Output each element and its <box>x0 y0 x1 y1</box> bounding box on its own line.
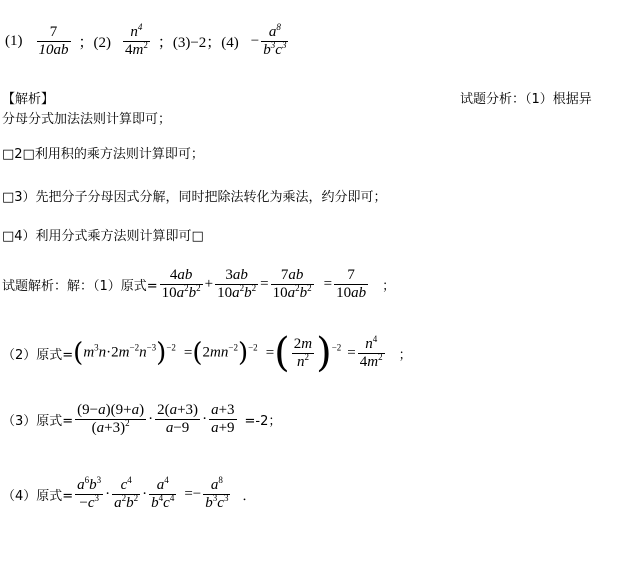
solution-3-result: =-2； <box>244 414 282 429</box>
solution-2-expr-2: $(2mn^{-2})^{-2}$ <box>192 338 258 368</box>
analysis-line-2: □2□利用积的乘方法则计算即可； <box>2 147 204 162</box>
solution-4-fraction-3: $\frac{a^4}{b^4c^4}$ <box>151 475 175 511</box>
answer-1-label: (1) <box>5 33 23 49</box>
fraction-denominator: $b^3c^3$ <box>263 40 287 58</box>
solution-4-result: $\frac{a^8}{b^3c^3}$ <box>205 475 229 511</box>
solution-3 <box>2 402 281 437</box>
solution-1-fraction-2: $\frac{3ab}{10a^2b^2}$ <box>217 267 257 301</box>
solution-4 <box>2 477 255 512</box>
solution-2-prefix: （2）原式= <box>2 347 74 363</box>
answer-2-fraction <box>123 24 150 59</box>
multiply-dot: · <box>142 486 148 502</box>
solution-2 <box>2 330 412 376</box>
solution-1 <box>2 267 395 302</box>
solution-4-prefix: （4）原式= <box>2 489 74 504</box>
answer-4-sign: − <box>250 33 260 49</box>
answer-4-fraction <box>261 24 288 59</box>
answer-1-fraction <box>37 24 71 59</box>
solution-3-fraction-2: $\frac{2(a+3)}{a-9}$ <box>157 402 199 436</box>
answer-3-4-label: ；(3)−2；(4) <box>157 35 239 51</box>
solution-3-fraction-3: $\frac{a+3}{a+9}$ <box>211 402 235 436</box>
multiply-dot: · <box>148 411 154 427</box>
analysis-header: 【解析】 <box>2 92 55 107</box>
fraction-numerator: $n^4$ <box>123 24 150 42</box>
equals-sign: =− <box>184 486 202 502</box>
equals-sign: = <box>347 344 356 361</box>
fraction-numerator: 7 <box>37 24 71 42</box>
equals-sign: = <box>323 276 333 292</box>
analysis-line-1: 分母分式加法法则计算即可； <box>2 112 172 127</box>
answer-line <box>5 24 290 59</box>
solution-2-expr-1: $(m^3n\cdot 2m^{-2}n^{-3})^{-2}$ <box>73 338 176 368</box>
solution-1-prefix: 试题解析：解：（1）原式= <box>2 279 158 294</box>
solution-1-fraction-3: $\frac{7ab}{10a^2b^2}$ <box>272 267 312 301</box>
equals-sign: = <box>265 344 275 361</box>
solution-1-end: ； <box>382 279 396 294</box>
answer-2-label: ；(2) <box>78 35 111 51</box>
fraction-denominator: $4m^2$ <box>125 40 148 58</box>
plus-sign: + <box>204 276 214 292</box>
solution-4-fraction-1: $\frac{a^6b^3}{-c^3}$ <box>77 475 102 511</box>
solution-3-fraction-1: $\frac{(9-a)(9+a)}{(a+3)^2}$ <box>77 402 145 436</box>
analysis-intro: 试题分析：（1）根据异 <box>460 92 592 107</box>
equals-sign: = <box>183 344 193 361</box>
analysis-line-4: □4）利用分式乘方法则计算即可□ <box>2 229 204 244</box>
multiply-dot: · <box>105 486 111 502</box>
equals-sign: = <box>260 276 269 292</box>
analysis-line-3: □3）先把分子分母因式分解，同时把除法转化为乘法，约分即可； <box>2 190 387 205</box>
fraction-denominator: 10ab <box>38 42 69 58</box>
solution-2-end: ； <box>398 347 412 363</box>
solution-2-expr-3: ( $\frac{2m}{n^2}$ )$^{-2}$ <box>274 330 342 376</box>
solution-1-fraction-1: $\frac{4ab}{10a^2b^2}$ <box>161 267 201 301</box>
solution-4-end: ． <box>242 489 256 504</box>
fraction-numerator: $a^8$ <box>261 24 288 42</box>
solution-2-result: $\frac{n^4}{4m^2}$ <box>359 333 383 370</box>
solution-1-result: $\frac{7}{10ab}$ <box>336 267 367 301</box>
solution-4-fraction-2: $\frac{c^4}{a^2b^2}$ <box>114 475 139 511</box>
solution-3-prefix: （3）原式= <box>2 414 74 429</box>
multiply-dot: · <box>202 411 208 427</box>
